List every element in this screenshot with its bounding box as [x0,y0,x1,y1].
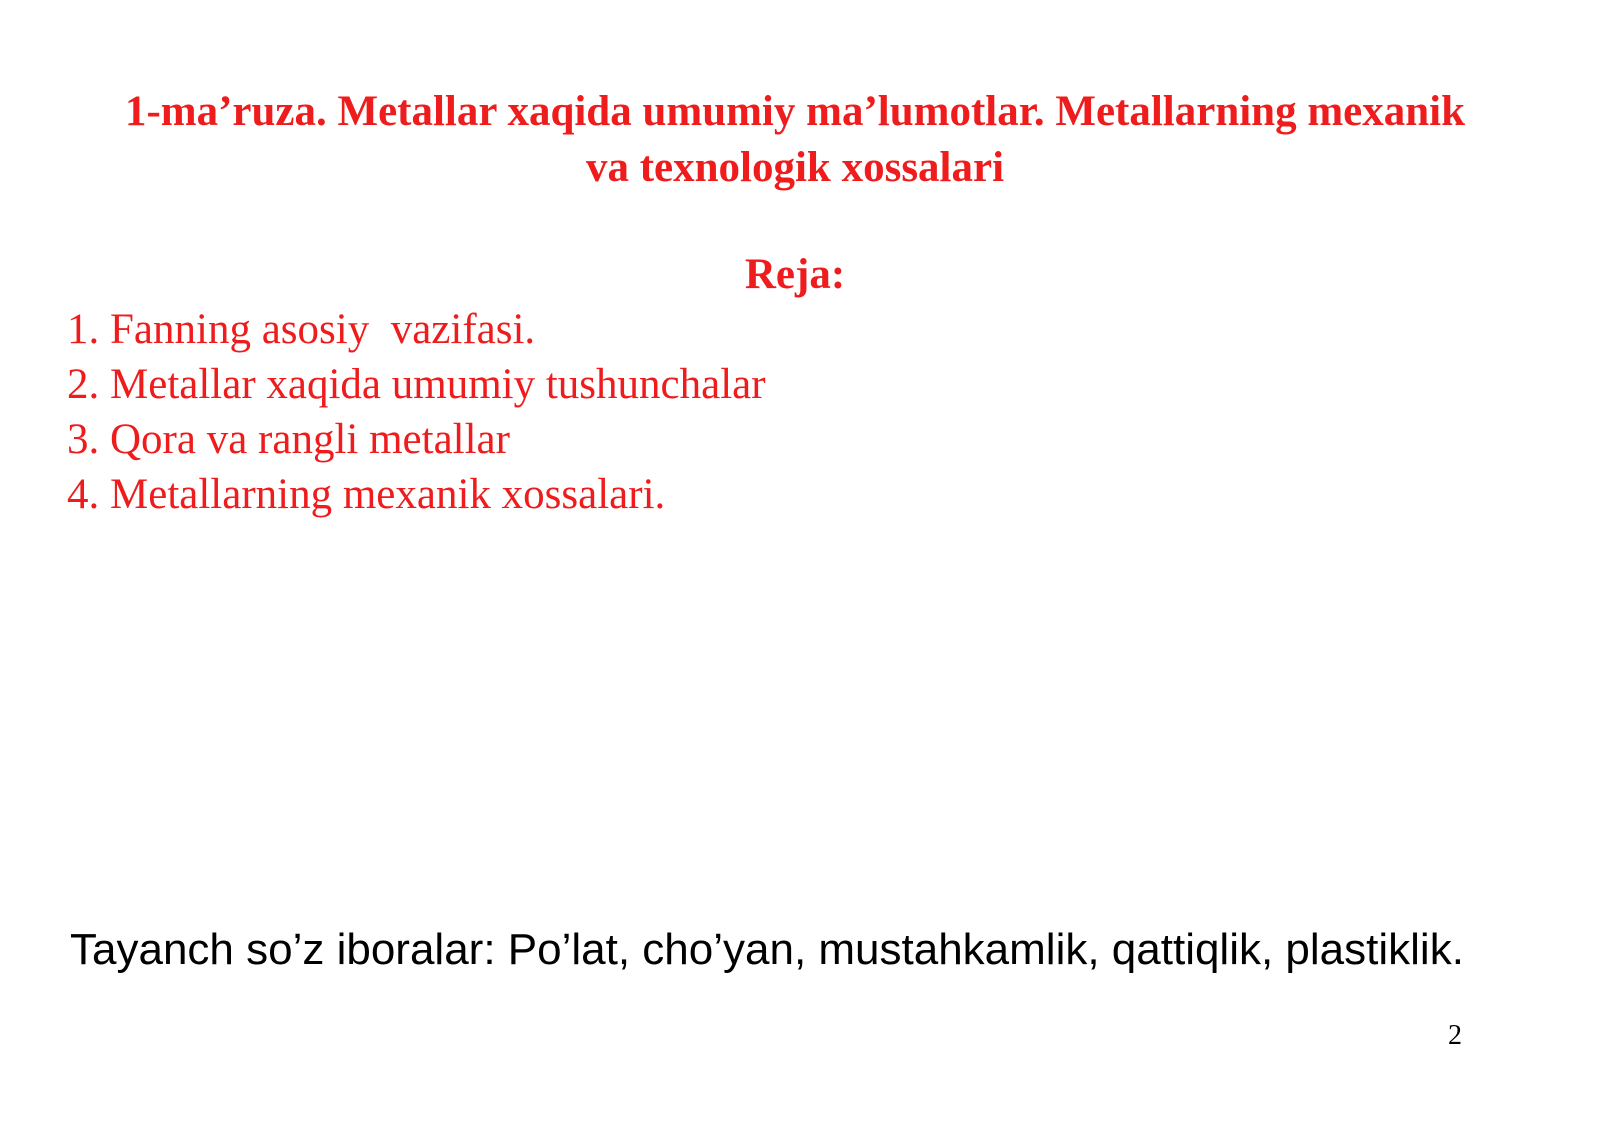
plan-item: 2. Metallar xaqida umumiy tushunchalar [67,361,766,408]
plan-item: 3. Qora va rangli metallar [67,416,510,463]
plan-item: 4. Metallarning mexanik xossalari. [67,471,666,518]
slide-title [60,84,1530,196]
page-number: 2 [1448,1020,1462,1051]
slide-title-line-2: va texnologik xossalari [585,144,1005,191]
keywords-line: Tayanch so’z iboralar: Po’lat, cho’yan, mustahkamlik, qattiqlik, plastiklik. [70,925,1464,974]
plan-list [67,302,766,522]
plan-heading: Reja: [744,251,846,298]
plan-item: 1. Fanning asosiy vazifasi. [67,306,536,353]
slide-title-line-1: 1-ma’ruza. Metallar xaqida umumiy ma’lumotlar. Metallarning mexanik [124,88,1466,135]
